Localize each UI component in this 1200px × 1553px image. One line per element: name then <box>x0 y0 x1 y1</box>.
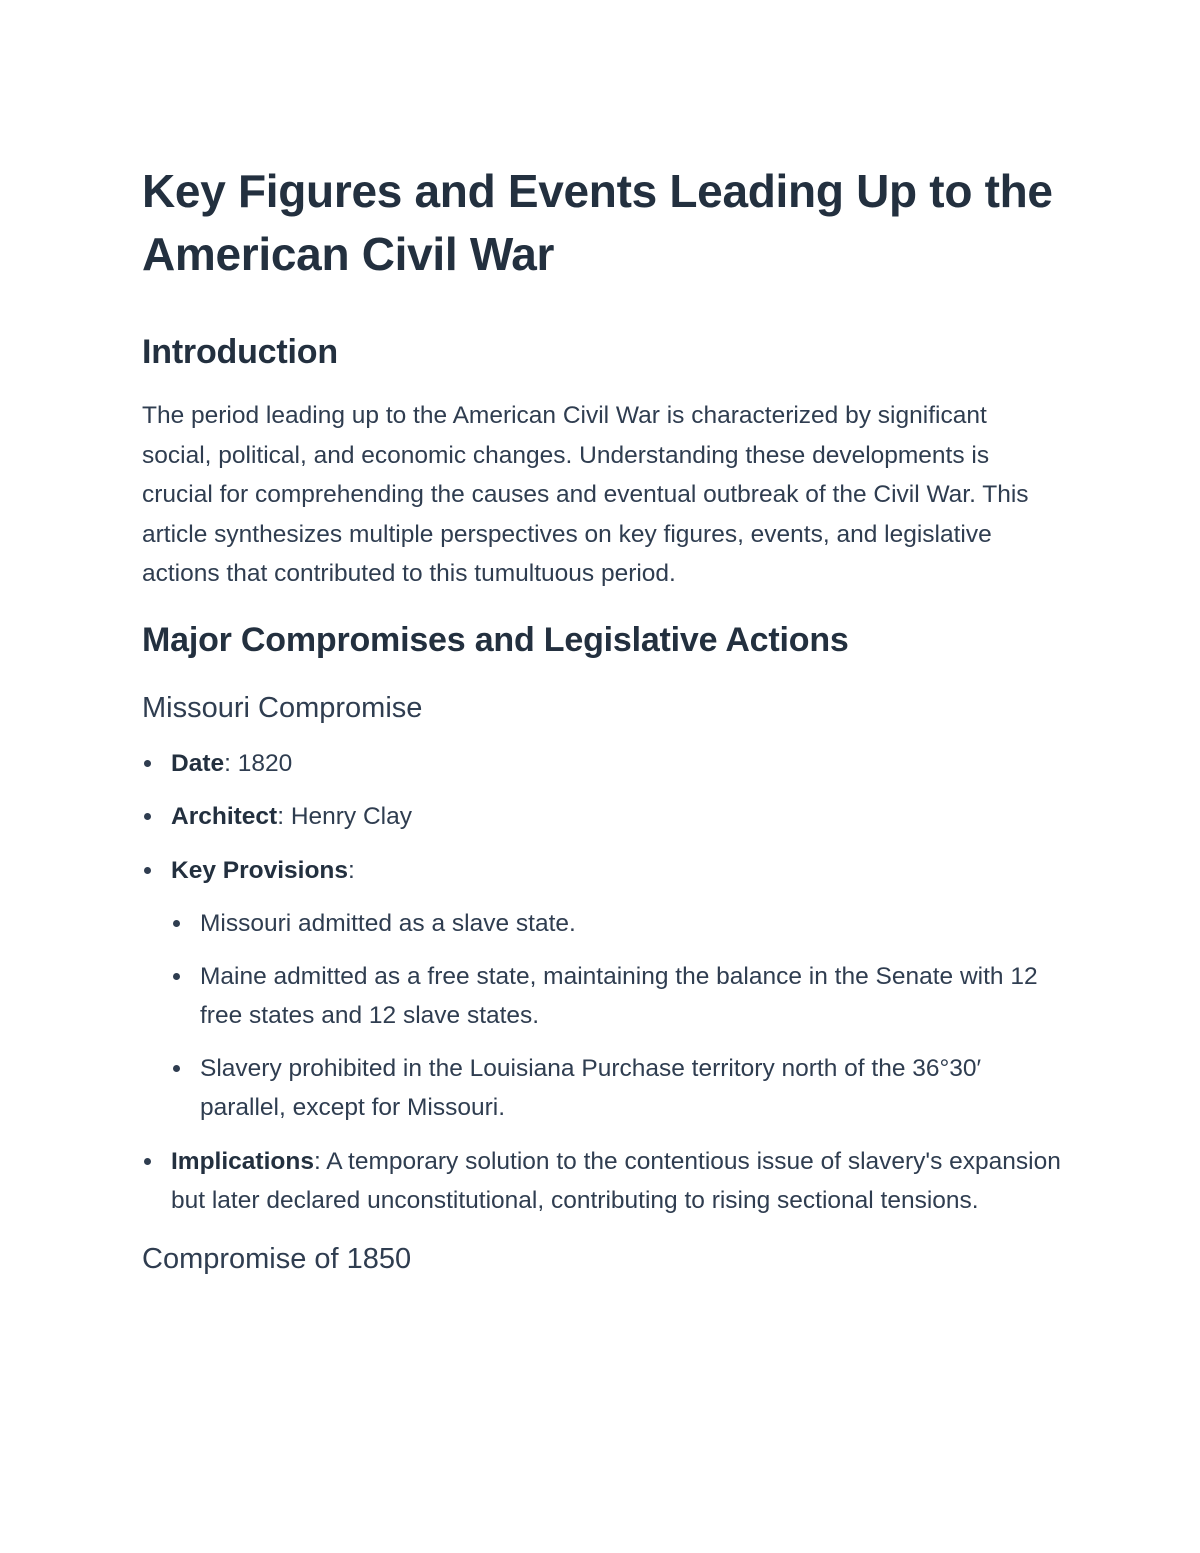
list-item-date: Date: 1820 <box>142 744 1062 784</box>
architect-value: Henry Clay <box>290 803 413 830</box>
missouri-compromise-list <box>142 744 1062 1221</box>
list-item-implications: Implications: A temporary solution to the contentious issue of slavery's expansion but later declared unconstitutional, contributing to rising sectional tensions. <box>142 1142 1062 1221</box>
document-page <box>142 160 1062 1279</box>
implications-value: A temporary solution to the contentious issue of slavery's expansion but later declared unconstitutional, contributing to rising sectional tensions. <box>171 1147 1061 1214</box>
missouri-compromise-heading: Missouri Compromise <box>142 691 423 724</box>
compromise-1850-heading: Compromise of 1850 <box>142 1242 412 1275</box>
list-item-key-provisions: Key Provisions: Missouri admitted as a slave state. Maine admitted as a free state, maintaining the balance in the Senate with 12 free states and 12 slave states. Slavery prohibited in the Louisiana Purchase territory north of the 36°30′ parallel, except for Missouri. <box>142 851 1062 1128</box>
provision-item: Missouri admitted as a slave state. <box>171 904 1062 944</box>
page-title: Key Figures and Events Leading Up to the American Civil War <box>142 165 1053 280</box>
introduction-heading: Introduction <box>142 333 338 371</box>
date-value: 1820 <box>237 749 293 777</box>
provision-item: Slavery prohibited in the Louisiana Purchase territory north of the 36°30′ parallel, except for Missouri. <box>171 1049 1062 1128</box>
architect-label: Architect <box>171 803 278 830</box>
introduction-paragraph: The period leading up to the American Civil War is characterized by significant social, political, and economic changes. Understanding these developments is crucial for comprehending the causes and eventual outbreak of the Civil War. This article synthesizes multiple perspectives on key figures, events, and legislative actions that contributed to this tumultuous period. <box>142 402 1029 587</box>
date-label: Date <box>171 749 225 777</box>
list-item-architect: Architect: Henry Clay <box>142 797 1062 837</box>
key-provisions-list <box>171 904 1062 1128</box>
implications-label: Implications <box>171 1147 314 1175</box>
major-compromises-heading: Major Compromises and Legislative Actions <box>142 620 849 659</box>
key-provisions-label: Key Provisions <box>171 856 349 884</box>
provision-item: Maine admitted as a free state, maintaining the balance in the Senate with 12 free states and 12 slave states. <box>171 957 1062 1036</box>
